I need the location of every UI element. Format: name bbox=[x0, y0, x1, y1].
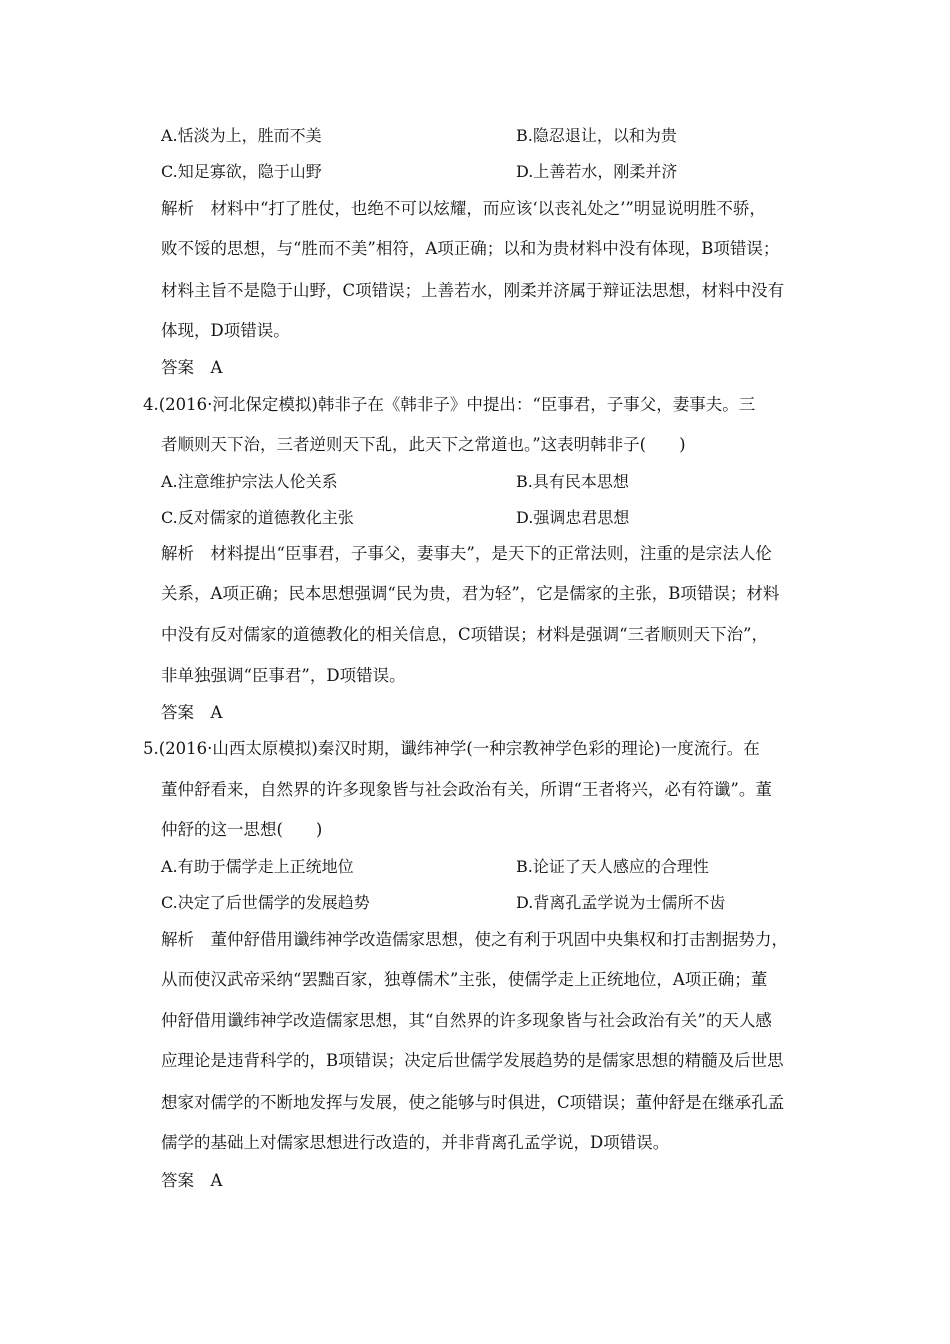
q3-option-b[interactable]: B.隐忍退让，以和为贵 bbox=[516, 126, 677, 145]
q4-option-a[interactable]: A.注意维护宗法人伦关系 bbox=[161, 472, 338, 491]
q5-analysis-line: 解析 董仲舒借用谶纬神学改造儒家思想，使之有利于巩固中央集权和打击割据势力， bbox=[161, 930, 788, 949]
q4-analysis-line: 中没有反对儒家的道德教化的相关信息，C项错误；材料是强调“三者顺则天下治”， bbox=[161, 625, 768, 644]
q5-stem-line: 仲舒的这一思想( ) bbox=[161, 820, 323, 839]
q3-option-c[interactable]: C.知足寡欲，隐于山野 bbox=[161, 162, 322, 181]
q5-analysis-line: 从而使汉武帝采纳“罢黜百家，独尊儒术”主张，使儒学走上正统地位，A项正确；董 bbox=[161, 970, 768, 989]
q5-stem-line: 董仲舒看来，自然界的许多现象皆与社会政治有关，所谓“王者将兴，必有符谶”。董 bbox=[161, 780, 772, 799]
q4-option-b[interactable]: B.具有民本思想 bbox=[516, 472, 629, 491]
q3-analysis-line: 解析 材料中“打了胜仗，也绝不可以炫耀，而应该‘以丧礼处之’”明显说明胜不骄， bbox=[161, 199, 766, 218]
q3-answer: 答案 A bbox=[161, 358, 223, 377]
q5-stem-line: 5.(2016·山西太原模拟)秦汉时期，谶纬神学(一种宗教神学色彩的理论)一度流行。在 bbox=[143, 739, 760, 758]
q3-option-a[interactable]: A.恬淡为上，胜而不美 bbox=[161, 126, 322, 145]
q5-answer: 答案 A bbox=[161, 1171, 223, 1190]
q5-option-a[interactable]: A.有助于儒学走上正统地位 bbox=[161, 857, 354, 876]
q5-option-c[interactable]: C.决定了后世儒学的发展趋势 bbox=[161, 893, 370, 912]
q4-analysis-line: 关系，A项正确；民本思想强调“民为贵，君为轻”，它是儒家的主张，B项错误；材料 bbox=[161, 584, 780, 603]
q5-analysis-line: 应理论是违背科学的，B项错误；决定后世儒学发展趋势的是儒家思想的精髓及后世思 bbox=[161, 1051, 784, 1070]
q4-stem-line: 4.(2016·河北保定模拟)韩非子在《韩非子》中提出：“臣事君，子事父，妻事夫。三 bbox=[143, 395, 756, 414]
q5-analysis-line: 仲舒借用谶纬神学改造儒家思想，其“自然界的许多现象皆与社会政治有关”的天人感 bbox=[161, 1011, 772, 1030]
q4-stem-line: 者顺则天下治，三者逆则天下乱，此天下之常道也。”这表明韩非子( ) bbox=[161, 435, 686, 454]
q4-option-c[interactable]: C.反对儒家的道德教化主张 bbox=[161, 508, 354, 527]
q3-analysis-line: 体现，D项错误。 bbox=[161, 321, 290, 340]
q4-analysis-line: 非单独强调“臣事君”，D项错误。 bbox=[161, 666, 406, 685]
q5-analysis-line: 想家对儒学的不断地发挥与发展，使之能够与时俱进，C项错误；董仲舒是在继承孔孟 bbox=[161, 1093, 785, 1112]
q5-option-d[interactable]: D.背离孔孟学说为士儒所不齿 bbox=[516, 893, 726, 912]
q5-option-b[interactable]: B.论证了天人感应的合理性 bbox=[516, 857, 709, 876]
q3-option-d[interactable]: D.上善若水，刚柔并济 bbox=[516, 162, 678, 181]
q4-analysis-line: 解析 材料提出“臣事君，子事父，妻事夫”，是天下的正常法则，注重的是宗法人伦 bbox=[161, 544, 772, 563]
q4-answer: 答案 A bbox=[161, 703, 223, 722]
q5-analysis-line: 儒学的基础上对儒家思想进行改造的，并非背离孔孟学说，D项错误。 bbox=[161, 1133, 670, 1152]
q3-analysis-line: 败不馁的思想，与“胜而不美”相符，A项正确；以和为贵材料中没有体现，B项错误； bbox=[161, 239, 780, 258]
q3-analysis-line: 材料主旨不是隐于山野，C项错误；上善若水，刚柔并济属于辩证法思想，材料中没有 bbox=[161, 281, 785, 300]
q4-option-d[interactable]: D.强调忠君思想 bbox=[516, 508, 630, 527]
